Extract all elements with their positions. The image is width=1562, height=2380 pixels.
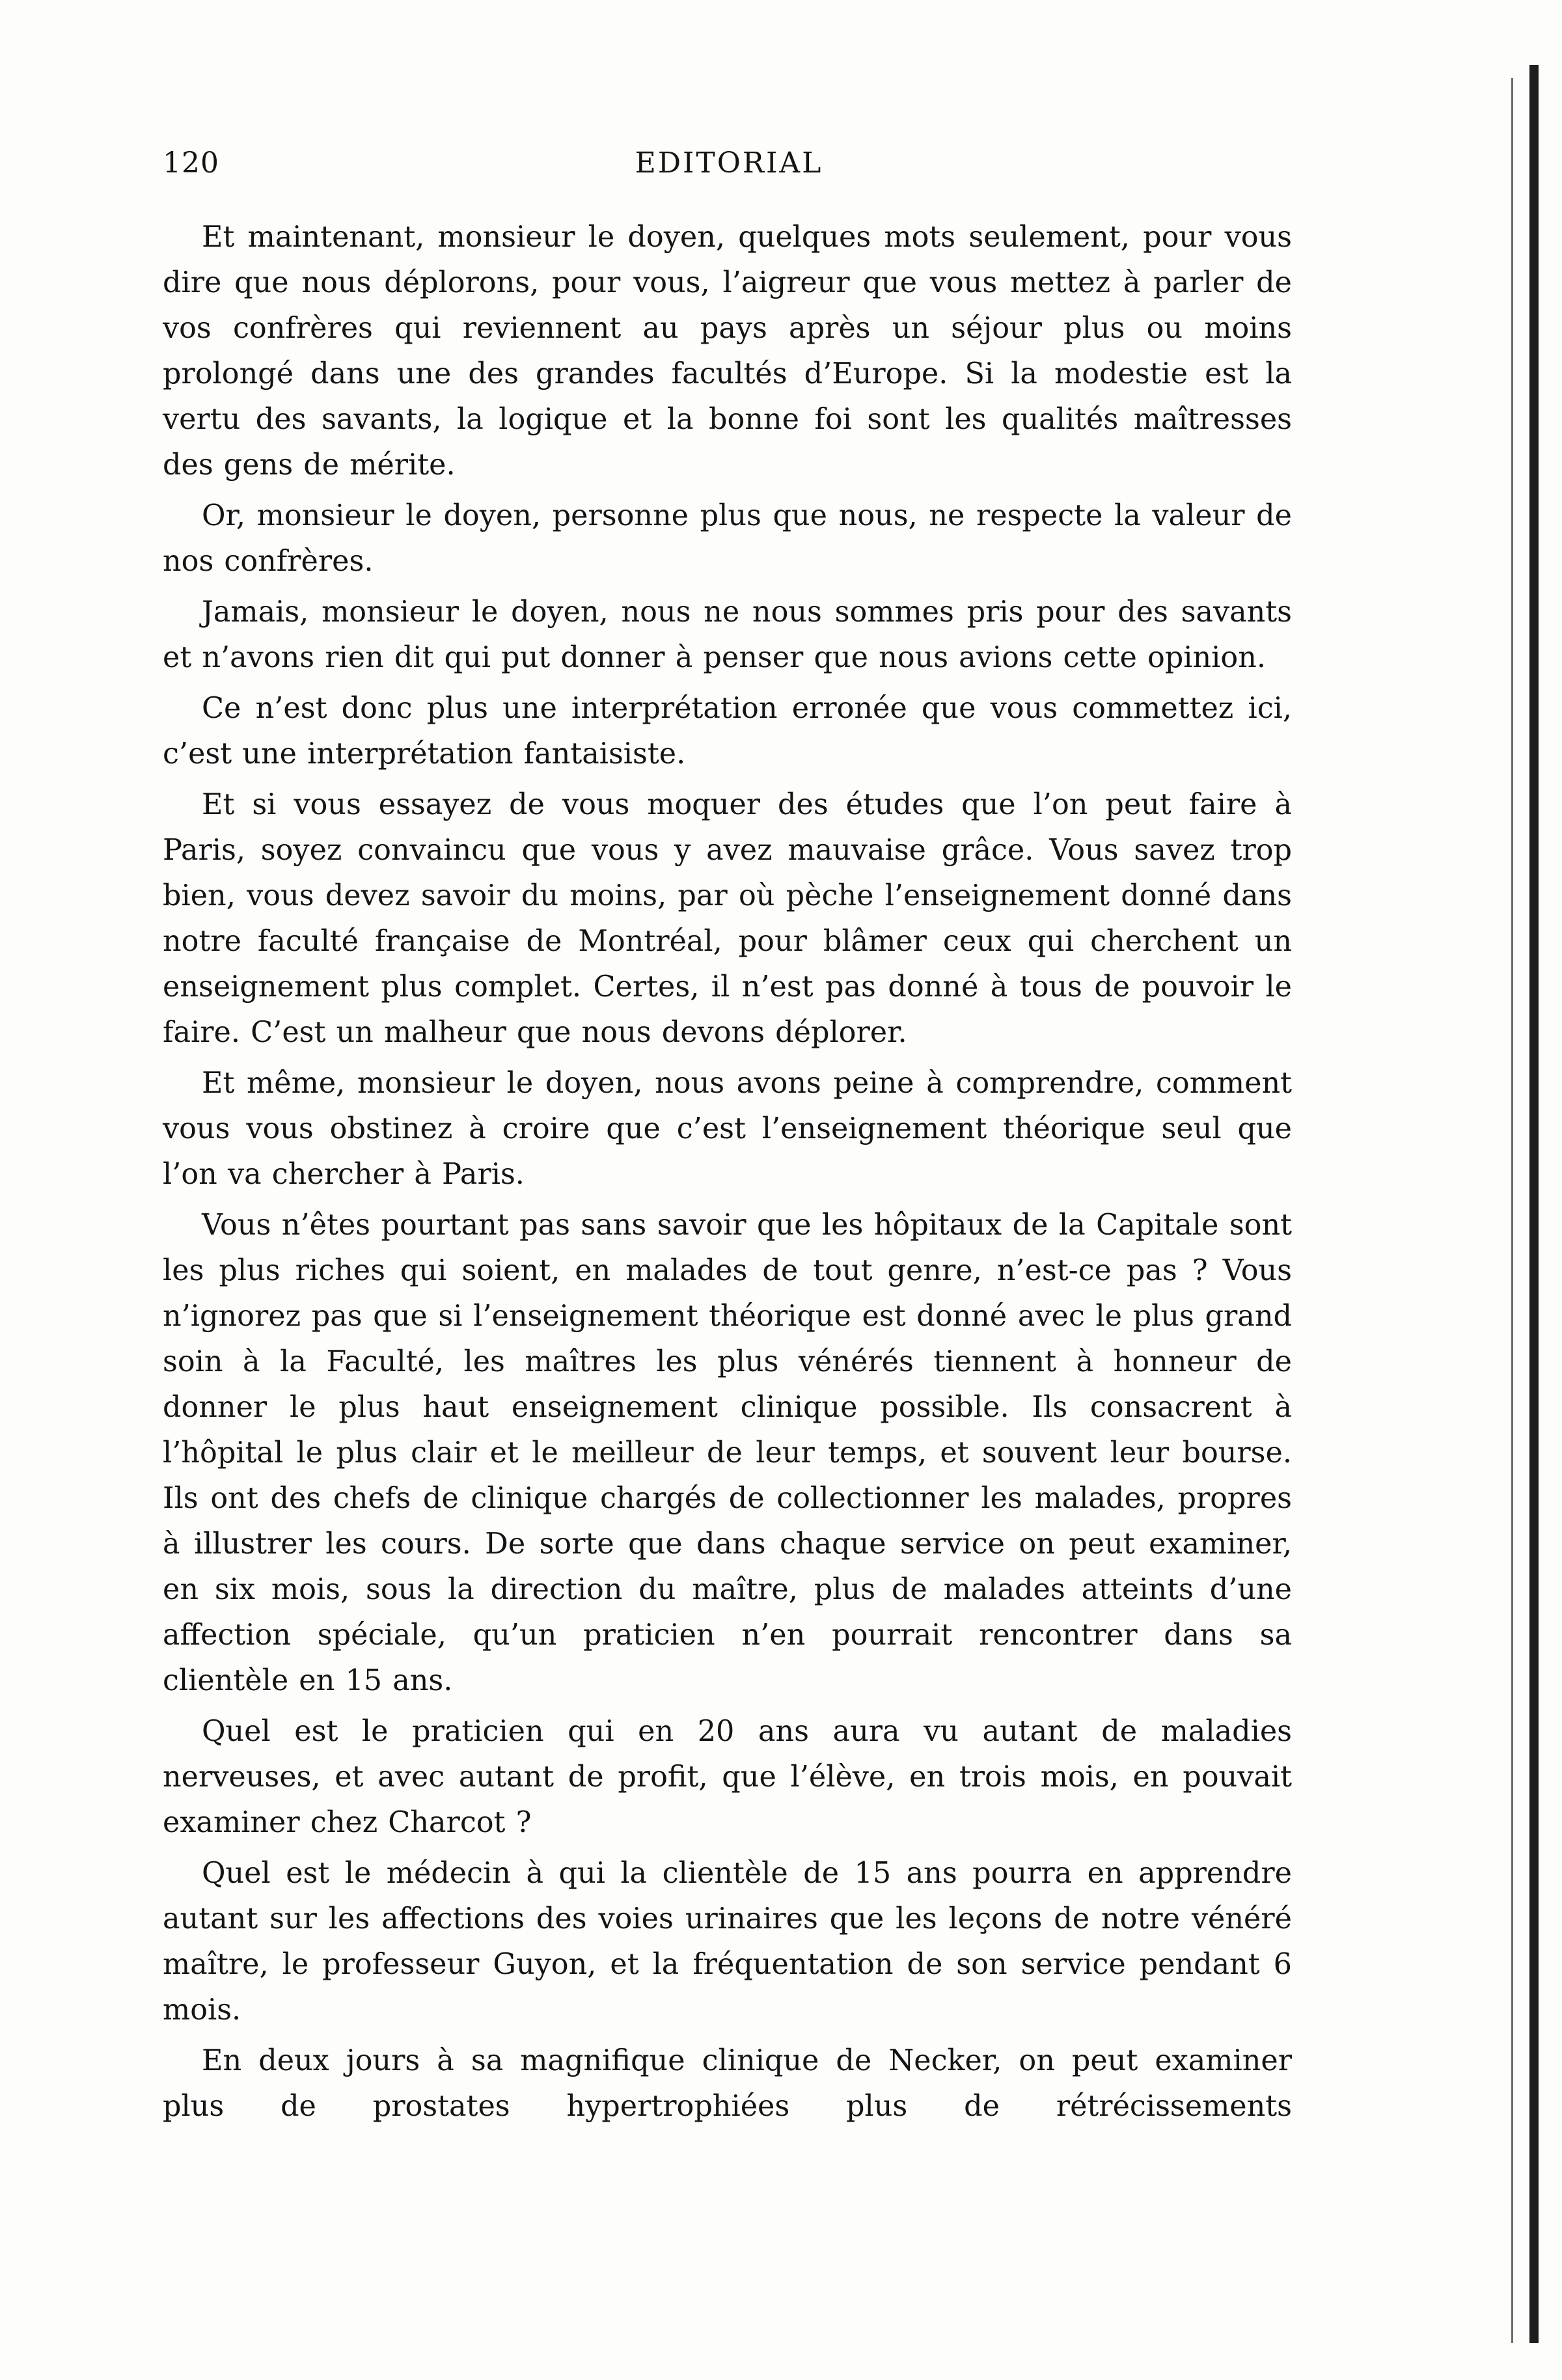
paragraph: Et si vous essayez de vous moquer des études que l’on peut faire à Paris, soyez convaincu que vous y avez mauvaise grâce. Vous savez trop bien, vous devez savoir du moins, par où pèche l’enseignement donné dans notre faculté française de Montréal, pour blâmer ceux qui cherchent un enseignement plus complet. Certes, il n’est pas donné à tous de pouvoir le faire. C’est un malheur que nous devons déplorer.	[163, 788, 1292, 1049]
editorial-body	[163, 215, 1292, 2135]
paragraph: Ce n’est donc plus une interprétation erronée que vous commettez ici, c’est une interprétation fantaisiste.	[163, 692, 1292, 771]
paragraph: Jamais, monsieur le doyen, nous ne nous sommes pris pour des savants et n’avons rien dit qui put donner à penser que nous avions cette opinion.	[163, 595, 1292, 674]
paragraph: Vous n’êtes pourtant pas sans savoir que les hôpitaux de la Capitale sont les plus riches qui soient, en malades de tout genre, n’est-ce pas ? Vous n’ignorez pas que si l’enseignement théorique est donné avec le plus grand soin à la Faculté, les maîtres les plus vénérés tiennent à honneur de donner le plus haut enseignement clinique possible. Ils consacrent à l’hôpital le plus clair et le meilleur de leur temps, et souvent leur bourse. Ils ont des chefs de clinique chargés de collectionner les malades, propres à illustrer les cours. De sorte que dans chaque service on peut examiner, en six mois, sous la direction du maître, plus de malades atteints d’une affection spéciale, qu’un praticien n’en pourrait rencontrer dans sa clientèle en 15 ans.	[163, 1209, 1292, 1697]
running-title: EDITORIAL	[635, 146, 823, 180]
paragraph: Quel est le médecin à qui la clientèle de 15 ans pourra en apprendre autant sur les affections des voies urinaires que les leçons de notre vénéré maître, le professeur Guyon, et la fréquentation de son service pendant 6 mois.	[163, 1857, 1292, 2027]
binding-shadow-line	[1511, 78, 1513, 2343]
paragraph: En deux jours à sa magnifique clinique de Necker, on peut examiner plus de prostates hypertrophiées plus de rétrécissements	[163, 2044, 1292, 2123]
page-number: 120	[163, 146, 219, 180]
paragraph: Or, monsieur le doyen, personne plus que nous, ne respecte la valeur de nos confrères.	[163, 499, 1292, 578]
binding-edge-bar	[1529, 65, 1539, 2343]
paragraph: Et même, monsieur le doyen, nous avons peine à comprendre, comment vous vous obstinez à croire que c’est l’enseignement théorique seul que l’on va chercher à Paris.	[163, 1067, 1292, 1191]
page-header	[163, 146, 1295, 185]
paragraph: Quel est le praticien qui en 20 ans aura vu autant de maladies nerveuses, et avec autant de profit, que l’élève, en trois mois, en pouvait examiner chez Charcot ?	[163, 1715, 1292, 1839]
paragraph: Et maintenant, monsieur le doyen, quelques mots seulement, pour vous dire que nous déplorons, pour vous, l’aigreur que vous mettez à parler de vos confrères qui reviennent au pays après un séjour plus ou moins prolongé dans une des grandes facultés d’Europe. Si la modestie est la vertu des savants, la logique et la bonne foi sont les qualités maîtresses des gens de mérite.	[163, 221, 1292, 482]
